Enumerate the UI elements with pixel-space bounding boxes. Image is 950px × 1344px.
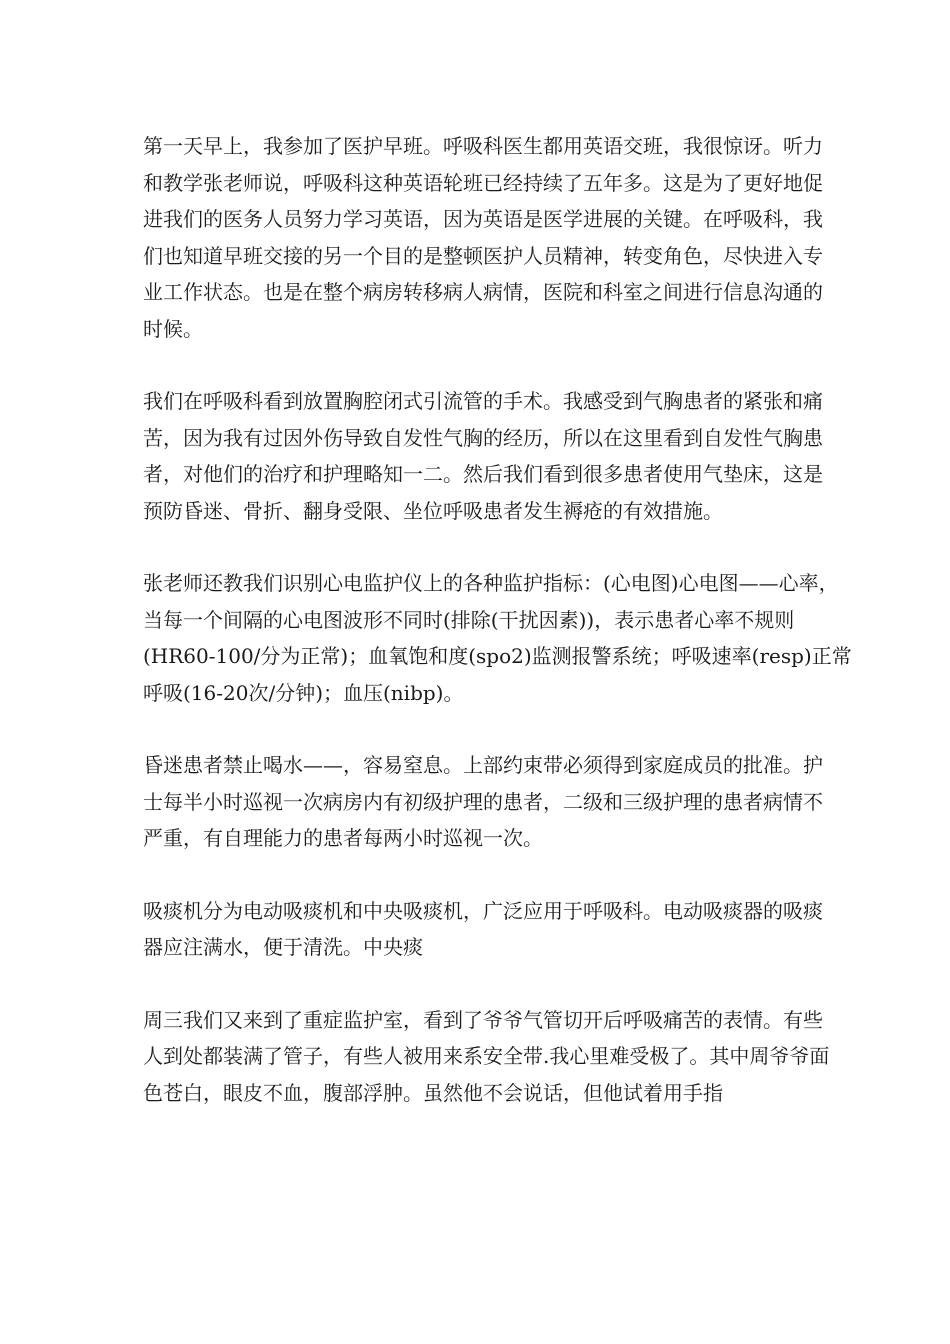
text-line: 士每半小时巡视一次病房内有初级护理的患者，二级和三级护理的患者病情不	[143, 789, 823, 814]
text-line: 严重，有自理能力的患者每两小时巡视一次。	[143, 826, 543, 850]
paragraph-ecg-monitor	[143, 565, 852, 711]
paragraph-icu-visit	[143, 1002, 830, 1112]
text-line: 人到处都装满了管子，有些人被用来系安全带.我心里难受极了。其中周爷爷面	[143, 1044, 830, 1068]
paragraph-suction-machine	[143, 893, 823, 966]
text-line: 预防昏迷、骨折、翻身受限、坐位呼吸患者发生褥疮的有效措施。	[143, 498, 723, 523]
text-line: 苦，因为我有过因外伤导致自发性气胸的经历，所以在这里看到自发性气胸患	[143, 425, 823, 450]
text-line: 周三我们又来到了重症监护室，看到了爷爷气管切开后呼吸痛苦的表情。有些	[143, 1007, 823, 1032]
text-line: 进我们的医务人员努力学习英语，因为英语是医学进展的关键。在呼吸科，我	[143, 207, 823, 231]
text-line: 者，对他们的治疗和护理略知一二。然后我们看到很多患者使用气垫床，这是	[143, 462, 823, 486]
paragraph-morning-shift	[143, 128, 823, 347]
text-line: 当每一个间隔的心电图波形不同时(排除(干扰因素))，表示患者心率不规则	[143, 607, 795, 632]
text-line: (HR60-100/分为正常)；血氧饱和度(spo2)监测报警系统；呼吸速率(resp)正常	[143, 644, 852, 668]
text-line: 我们在呼吸科看到放置胸腔闭式引流管的手术。我感受到气胸患者的紧张和痛	[143, 389, 823, 413]
text-line: 吸痰机分为电动吸痰机和中央吸痰机，广泛应用于呼吸科。电动吸痰器的吸痰	[143, 898, 823, 923]
text-line: 器应注满水，便于清洗。中央痰	[143, 935, 423, 959]
text-line: 和教学张老师说，呼吸科这种英语轮班已经持续了五年多。这是为了更好地促	[143, 170, 823, 195]
document-body	[143, 128, 852, 1111]
text-line: 张老师还教我们识别心电监护仪上的各种监护指标：(心电图)心电图——心率，	[143, 571, 839, 595]
text-line: 时候。	[143, 316, 203, 341]
text-line: 第一天早上，我参加了医护早班。呼吸科医生都用英语交班，我很惊讶。听力	[143, 134, 823, 158]
text-line: 们也知道早班交接的另一个目的是整顿医护人员精神，转变角色，尽快进入专	[143, 243, 823, 268]
text-line: 昏迷患者禁止喝水——，容易窒息。上部约束带必须得到家庭成员的批准。护	[143, 753, 823, 777]
paragraph-coma-patients	[143, 747, 823, 857]
text-line: 业工作状态。也是在整个病房转移病人病情，医院和科室之间进行信息沟通的	[143, 280, 823, 304]
text-line: 色苍白，眼皮不血，腹部浮肿。虽然他不会说话，但他试着用手指	[143, 1080, 723, 1105]
paragraph-chest-drainage	[143, 383, 823, 529]
text-line: 呼吸(16-20次/分钟)；血压(nibp)。	[143, 680, 464, 705]
